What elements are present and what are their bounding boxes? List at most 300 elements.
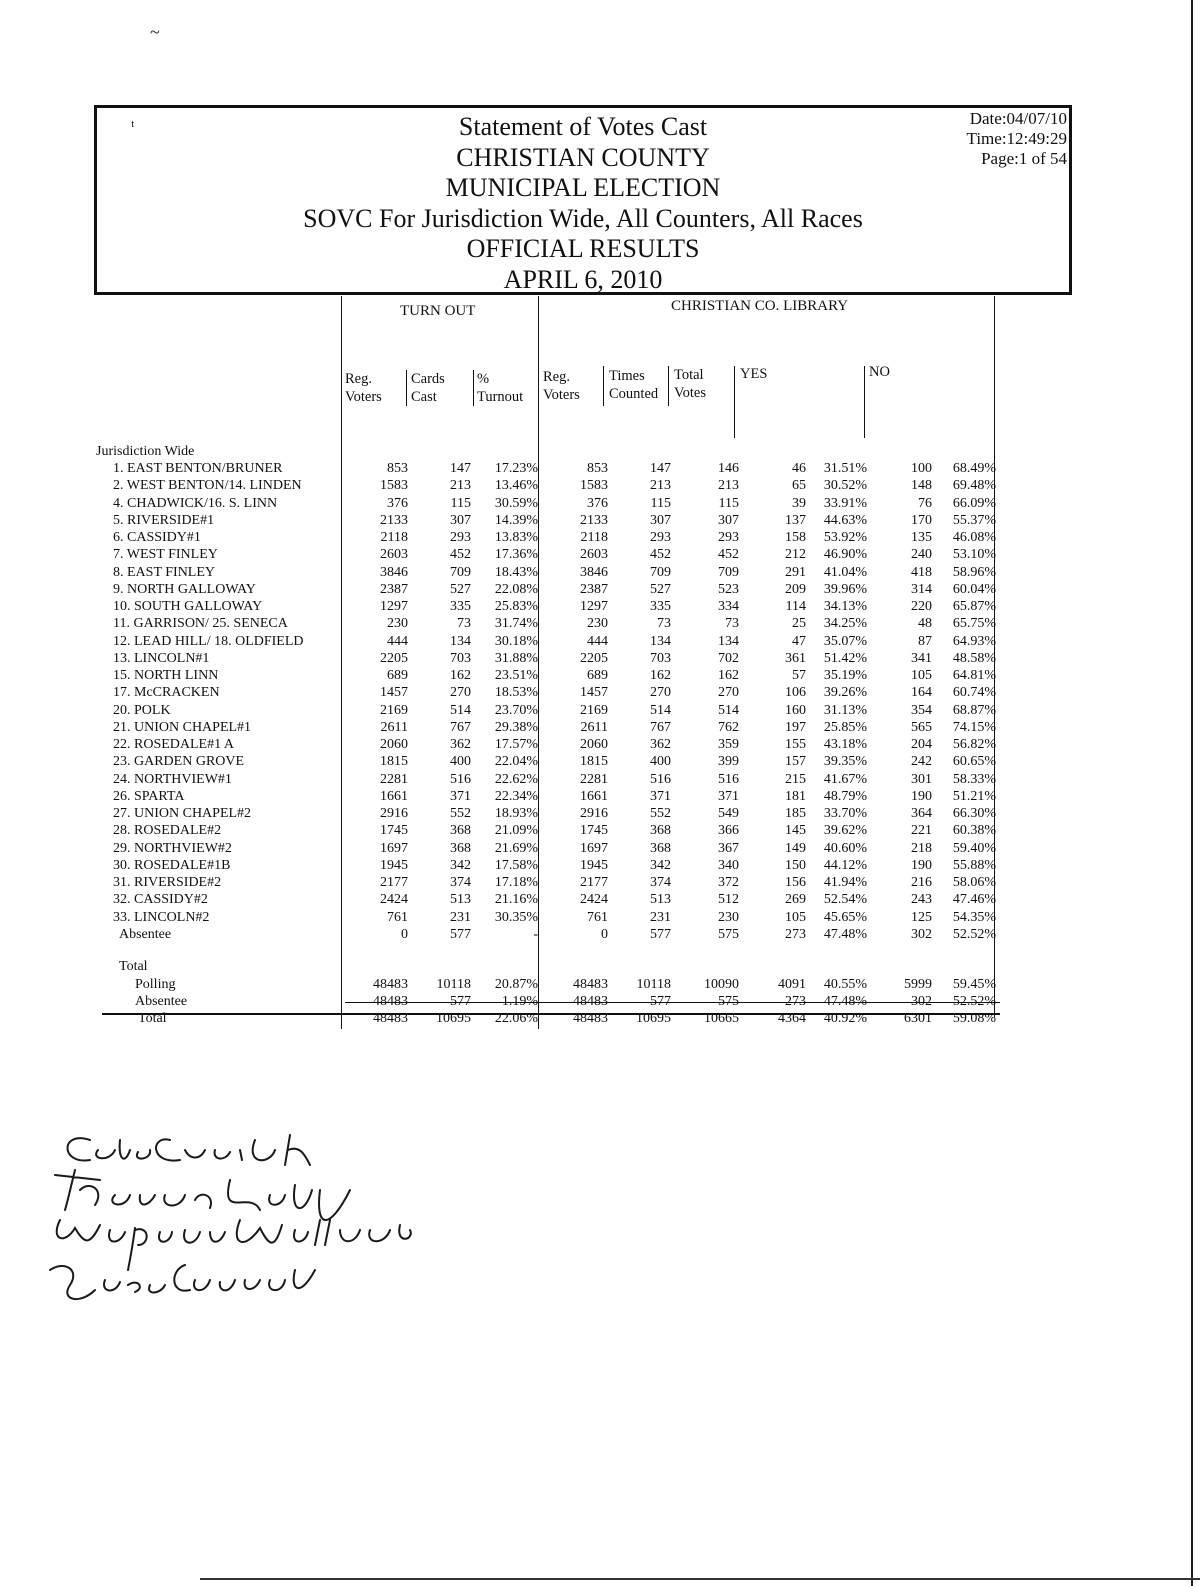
precinct-name: 27. UNION CHAPEL#2 [113,806,252,821]
col-times-counted: Times Counted [609,368,659,402]
table-row [0,753,1200,770]
no-pct: 55.88% [952,857,996,873]
reg-voters-library: 689 [587,668,608,683]
total-votes: 146 [718,461,739,476]
precinct-name: 8. EAST FINLEY [113,564,216,580]
reg-voters-library: 853 [587,461,608,476]
total-votes: 367 [718,840,739,856]
table-row [0,771,1200,788]
yes-pct: 41.67% [823,771,867,787]
times-counted: 703 [650,650,671,666]
precinct-name: 31. RIVERSIDE#2 [113,875,222,890]
reg-voters-library: 1815 [580,754,608,770]
scan-mark: ~ [150,22,160,42]
title-line: MUNICIPAL ELECTION [445,173,721,202]
yes-pct: 46.90% [823,547,867,563]
total-votes: 702 [718,650,739,666]
title-line: CHRISTIAN COUNTY [456,142,710,172]
reg-voters: 48483 [373,994,408,1009]
reg-voters: 853 [387,461,408,476]
no-votes: 190 [911,788,932,804]
precinct-name: 2. WEST BENTON/14. LINDEN [113,478,302,494]
times-counted: 516 [650,771,671,787]
yes-votes: 158 [785,530,806,545]
totals-label: Total [119,959,148,974]
column-rule [668,366,669,406]
pct-turnout: 30.35% [494,909,538,925]
yes-votes: 291 [785,564,806,580]
pct-turnout: 1.19% [501,994,538,1009]
total-votes: 10665 [704,1011,739,1026]
no-votes: 204 [911,737,932,752]
reg-voters-library: 1697 [580,840,608,856]
reg-voters-library: 444 [587,633,608,649]
total-votes: 575 [718,926,739,942]
times-counted: 374 [650,875,671,890]
total-votes: 523 [718,581,739,597]
times-counted: 213 [650,478,671,494]
cards-cast: 513 [450,892,471,908]
times-counted: 162 [650,668,671,683]
no-pct: 51.21% [952,788,996,804]
reg-voters: 1815 [380,754,408,770]
cards-cast: 134 [450,633,471,649]
col-cards-cast: Cards Cast [411,371,445,405]
total-votes: 516 [718,771,739,787]
cards-cast: 552 [450,806,471,821]
report-title [97,112,1069,295]
yes-votes: 145 [785,823,806,839]
reg-voters: 1583 [380,478,408,494]
total-votes: 307 [718,512,739,528]
reg-voters-library: 2387 [580,581,608,597]
times-counted: 10695 [636,1011,671,1026]
reg-voters: 689 [387,668,408,683]
pct-turnout: 17.58% [494,857,538,873]
yes-pct: 40.55% [823,977,867,992]
report-meta [967,109,1067,169]
precinct-name: 22. ROSEDALE#1 A [113,737,234,752]
cards-cast: 400 [450,754,471,770]
pct-turnout: 31.74% [494,616,538,632]
reg-voters-library: 2205 [580,650,608,666]
reg-voters: 2603 [380,547,408,563]
no-votes: 5999 [904,977,932,992]
precinct-name: 5. RIVERSIDE#1 [113,512,215,528]
signature-3 [57,1220,411,1270]
no-pct: 64.81% [952,668,996,683]
yes-votes: 361 [785,650,806,666]
no-votes: 220 [911,599,932,614]
table-row [0,702,1200,719]
yes-votes: 46 [792,461,806,476]
no-pct: 64.93% [952,633,996,649]
cards-cast: 516 [450,771,471,787]
column-rule [406,370,407,406]
yes-votes: 273 [785,994,806,1009]
table-row [0,840,1200,857]
no-pct: 59.08% [952,1011,996,1026]
yes-votes: 273 [785,926,806,942]
times-counted: 371 [650,788,671,804]
table-row [0,788,1200,805]
no-votes: 135 [911,530,932,545]
reg-voters: 2387 [380,581,408,597]
pct-turnout: 22.08% [494,581,538,597]
precinct-name: 10. SOUTH GALLOWAY [113,599,263,614]
yes-votes: 181 [785,788,806,804]
no-pct: 59.40% [952,840,996,856]
total-votes: 512 [718,892,739,908]
table-row [0,460,1200,477]
times-counted: 307 [650,512,671,528]
reg-voters-library: 2281 [580,771,608,787]
table-row [0,633,1200,650]
yes-votes: 25 [792,616,806,632]
no-votes: 218 [911,840,932,856]
reg-voters: 2169 [380,702,408,718]
reg-voters: 1457 [380,685,408,701]
total-votes: 366 [718,823,739,839]
precinct-name: 24. NORTHVIEW#1 [113,771,232,787]
table-row [0,581,1200,598]
yes-pct: 39.62% [823,823,867,839]
yes-pct: 39.35% [823,754,867,770]
times-counted: 368 [650,823,671,839]
yes-pct: 44.63% [823,512,867,528]
table-row [0,719,1200,736]
yes-pct: 48.79% [823,788,867,804]
yes-votes: 185 [785,806,806,821]
no-pct: 48.58% [952,650,996,666]
times-counted: 368 [650,840,671,856]
reg-voters-library: 3846 [580,564,608,580]
col-total-votes: Total Votes [674,367,706,401]
times-counted: 577 [650,994,671,1009]
table-row [0,667,1200,684]
reg-voters-library: 1661 [580,788,608,804]
times-counted: 231 [650,909,671,925]
reg-voters: 1745 [380,823,408,839]
times-counted: 767 [650,719,671,735]
no-votes: 105 [911,668,932,683]
no-pct: 53.10% [952,547,996,563]
cards-cast: 368 [450,840,471,856]
table-row [0,805,1200,822]
col-no: NO [869,364,890,380]
precinct-name: 15. NORTH LINN [113,668,219,683]
pct-turnout: 23.51% [494,668,538,683]
no-votes: 216 [911,875,932,890]
cards-cast: 514 [450,702,471,718]
reg-voters-library: 2177 [580,875,608,890]
yes-votes: 160 [785,702,806,718]
no-votes: 341 [911,650,932,666]
times-counted: 514 [650,702,671,718]
yes-pct: 33.91% [823,495,867,511]
precinct-name: 17. McCRACKEN [113,685,220,701]
times-counted: 342 [650,857,671,873]
precinct-name: 9. NORTH GALLOWAY [113,581,256,597]
precinct-name: 29. NORTHVIEW#2 [113,840,232,856]
yes-votes: 57 [792,668,806,683]
total-votes: 230 [718,909,739,925]
times-counted: 73 [657,616,671,632]
pct-turnout: 13.46% [494,478,538,494]
reg-voters-library: 2424 [580,892,608,908]
table-row [0,684,1200,701]
precinct-name: Absentee [135,994,188,1009]
total-votes: 340 [718,857,739,873]
yes-votes: 65 [792,478,806,494]
yes-pct: 30.52% [823,478,867,494]
pct-turnout: 25.83% [494,599,538,614]
pct-turnout: 17.57% [494,737,538,752]
yes-pct: 35.07% [823,633,867,649]
no-votes: 76 [918,495,932,511]
reg-voters-library: 48483 [573,977,608,992]
cards-cast: 709 [450,564,471,580]
reg-voters: 2281 [380,771,408,787]
yes-votes: 106 [785,685,806,701]
precinct-name: 28. ROSEDALE#2 [113,823,222,839]
no-votes: 240 [911,547,932,563]
yes-votes: 155 [785,737,806,752]
yes-pct: 45.65% [823,909,867,925]
pct-turnout: 22.34% [494,788,538,804]
pct-turnout: 22.06% [494,1011,538,1026]
yes-pct: 51.42% [823,650,867,666]
pct-turnout: 18.43% [494,564,538,580]
reg-voters-library: 1745 [580,823,608,839]
precinct-name: 32. CASSIDY#2 [113,892,208,908]
no-pct: 65.75% [952,616,996,632]
pct-turnout: 17.23% [494,461,538,476]
pct-turnout: 18.53% [494,685,538,701]
yes-votes: 39 [792,495,806,511]
precinct-name: 23. GARDEN GROVE [113,754,245,770]
pct-turnout: 30.18% [494,633,538,649]
yes-pct: 40.60% [823,840,867,856]
pct-turnout: 23.70% [494,702,538,718]
times-counted: 270 [650,685,671,701]
pct-turnout: 31.88% [494,650,538,666]
no-pct: 60.38% [952,823,996,839]
reg-voters: 2133 [380,512,408,528]
table-row [0,615,1200,632]
table-row [0,976,1200,993]
title-line: APRIL 6, 2010 [503,264,663,294]
reg-voters: 2177 [380,875,408,890]
total-votes: 709 [718,564,739,580]
cards-cast: 270 [450,685,471,701]
yes-votes: 114 [785,599,806,614]
col-reg-voters-library: Reg. Voters [543,369,580,403]
reg-voters: 2424 [380,892,408,908]
no-pct: 46.08% [952,530,996,545]
yes-votes: 197 [785,719,806,735]
group-library: CHRISTIAN CO. LIBRARY [671,298,849,314]
reg-voters: 2916 [380,806,408,821]
no-votes: 302 [911,926,932,942]
reg-voters-library: 761 [587,909,608,925]
reg-voters-library: 48483 [573,1011,608,1026]
yes-pct: 53.92% [823,530,867,545]
table-row [0,477,1200,494]
pct-turnout: 17.36% [494,547,538,563]
precinct-name: 33. LINCOLN#2 [113,909,210,925]
precinct-name: 6. CASSIDY#1 [113,530,201,545]
reg-voters-library: 1583 [580,478,608,494]
table-row [0,1010,1200,1027]
yes-pct: 43.18% [823,737,867,752]
total-votes: 452 [718,547,739,563]
no-pct: 74.15% [952,719,996,735]
times-counted: 400 [650,754,671,770]
reg-voters-library: 2060 [580,737,608,752]
no-pct: 68.87% [952,702,996,718]
total-votes: 270 [718,685,739,701]
table-row [0,909,1200,926]
page-bottom-line [200,1578,1200,1580]
table-row [0,495,1200,512]
yes-votes: 157 [785,754,806,770]
no-pct: 66.09% [952,495,996,511]
yes-votes: 105 [785,909,806,925]
table-row [0,926,1200,943]
table-row [0,529,1200,546]
yes-pct: 25.85% [823,719,867,735]
reg-voters-library: 2118 [580,530,608,545]
precinct-name: Polling [135,977,176,992]
times-counted: 10118 [636,977,671,992]
cards-cast: 115 [450,495,471,511]
total-votes: 372 [718,875,739,890]
table-row [0,891,1200,908]
yes-pct: 47.48% [823,926,867,942]
no-votes: 148 [911,478,932,494]
signature-4 [50,1265,315,1299]
cards-cast: 368 [450,823,471,839]
yes-pct: 41.04% [823,564,867,580]
cards-cast: 231 [450,909,471,925]
column-rule [603,366,604,406]
cards-cast: 767 [450,719,471,735]
yes-votes: 215 [785,771,806,787]
totals-label-row [0,958,1200,975]
yes-pct: 34.25% [823,616,867,632]
cards-cast: 73 [457,616,471,632]
no-votes: 364 [911,806,932,821]
yes-pct: 40.92% [823,1011,867,1026]
no-pct: 60.04% [952,581,996,597]
table-row [0,650,1200,667]
reg-voters: 48483 [373,977,408,992]
total-votes: 549 [718,806,739,821]
reg-voters: 376 [387,495,408,511]
no-pct: 58.33% [952,771,996,787]
no-votes: 100 [911,461,932,476]
cards-cast: 527 [450,581,471,597]
signature-1 [68,1135,311,1165]
table-row [0,822,1200,839]
report-date: Date:04/07/10 [969,109,1067,128]
pct-turnout: - [533,926,538,942]
no-pct: 59.45% [952,977,996,992]
no-votes: 301 [911,771,932,787]
no-pct: 60.74% [952,685,996,701]
no-pct: 56.82% [952,737,996,752]
yes-votes: 137 [785,512,806,528]
no-votes: 242 [911,754,932,770]
total-votes: 371 [718,788,739,804]
pct-turnout: 21.69% [494,840,538,856]
precinct-name: 7. WEST FINLEY [113,547,218,563]
total-votes: 334 [718,599,739,614]
reg-voters-library: 2133 [580,512,608,528]
yes-pct: 41.94% [823,875,867,890]
times-counted: 577 [650,926,671,942]
cards-cast: 293 [450,530,471,545]
yes-votes: 47 [792,633,806,649]
table-row [0,993,1200,1010]
reg-voters: 3846 [380,564,408,580]
no-pct: 65.87% [952,599,996,614]
reg-voters: 1297 [380,599,408,614]
total-votes: 762 [718,719,739,735]
precinct-name: 21. UNION CHAPEL#1 [113,719,252,735]
yes-pct: 31.13% [823,702,867,718]
total-votes: 115 [718,495,739,511]
yes-pct: 31.51% [823,461,867,476]
col-reg-voters: Reg. Voters [345,371,382,405]
pct-turnout: 21.09% [494,823,538,839]
pct-turnout: 20.87% [494,977,538,992]
cards-cast: 342 [450,857,471,873]
no-pct: 58.96% [952,564,996,580]
reg-voters: 48483 [373,1011,408,1026]
precinct-name: 1. EAST BENTON/BRUNER [113,461,283,476]
no-votes: 243 [911,892,932,908]
yes-pct: 35.19% [823,668,867,683]
no-votes: 125 [911,909,932,925]
reg-voters-library: 1457 [580,685,608,701]
title-line: OFFICIAL RESULTS [466,234,700,263]
report-time: Time:12:49:29 [966,129,1067,148]
total-votes: 293 [718,530,739,545]
column-rule [864,366,865,438]
reg-voters: 0 [401,926,408,942]
reg-voters-library: 2916 [580,806,608,821]
no-pct: 52.52% [952,994,996,1009]
yes-pct: 52.54% [823,892,867,908]
yes-votes: 149 [785,840,806,856]
report-header [94,105,1072,295]
no-votes: 314 [911,581,932,597]
total-votes: 399 [718,754,739,770]
no-pct: 60.65% [952,754,996,770]
yes-votes: 209 [785,581,806,597]
reg-voters-library: 48483 [573,994,608,1009]
total-votes: 359 [718,737,739,752]
no-votes: 221 [911,823,932,839]
table-row [0,598,1200,615]
reg-voters-library: 1945 [580,857,608,873]
total-votes: 213 [718,478,739,494]
signatures [20,1120,440,1320]
cards-cast: 10118 [436,977,471,992]
times-counted: 527 [650,581,671,597]
